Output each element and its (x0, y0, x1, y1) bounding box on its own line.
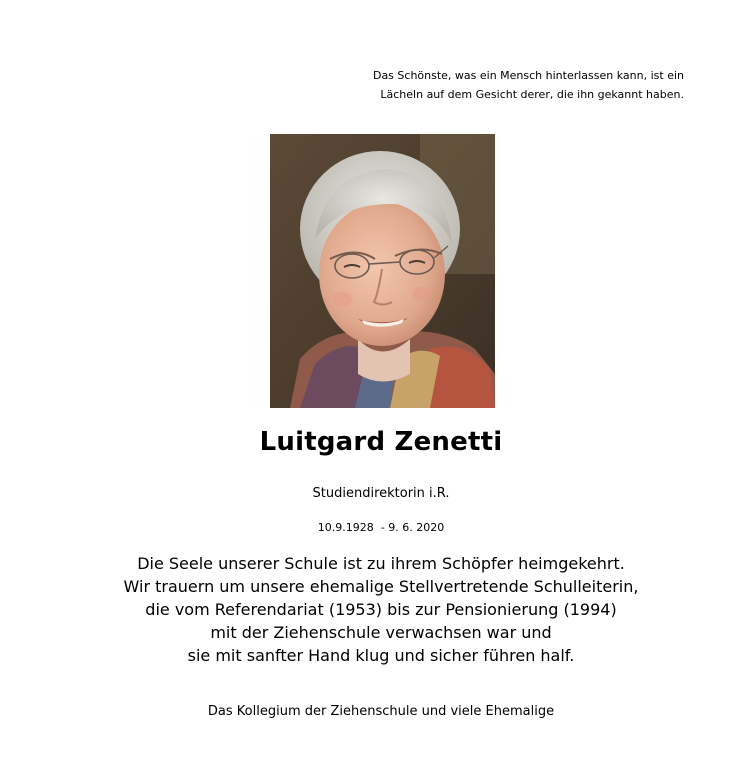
obituary-line-5: sie mit sanfter Hand klug und sicher führen half. (187, 646, 575, 665)
memorial-quote (324, 66, 684, 104)
quote-line-2: Lächeln auf dem Gesicht derer, die ihn gekannt haben. (380, 88, 684, 101)
quote-line-1: Das Schönste, was ein Mensch hinterlassen kann, ist ein (372, 69, 684, 82)
obituary-line-2: Wir trauern um unsere ehemalige Stellvertretende Schulleiterin, (123, 577, 639, 596)
obituary-line-1: Die Seele unserer Schule ist zu ihrem Schöpfer heimgekehrt. (137, 554, 625, 573)
deceased-name: Luitgard Zenetti (259, 427, 503, 457)
obituary-line-4: mit der Ziehenschule verwachsen war und (210, 623, 552, 642)
obituary-text (0, 552, 756, 667)
obituary-line-3: die vom Referendariat (1953) bis zur Pensionierung (1994) (145, 600, 617, 619)
portrait-photo (270, 134, 495, 408)
professional-title: Studiendirektorin i.R. (312, 486, 450, 501)
life-dates: 10.9.1928 - 9. 6. 2020 (317, 521, 445, 534)
signature: Das Kollegium der Ziehenschule und viele Ehemalige (207, 704, 555, 719)
